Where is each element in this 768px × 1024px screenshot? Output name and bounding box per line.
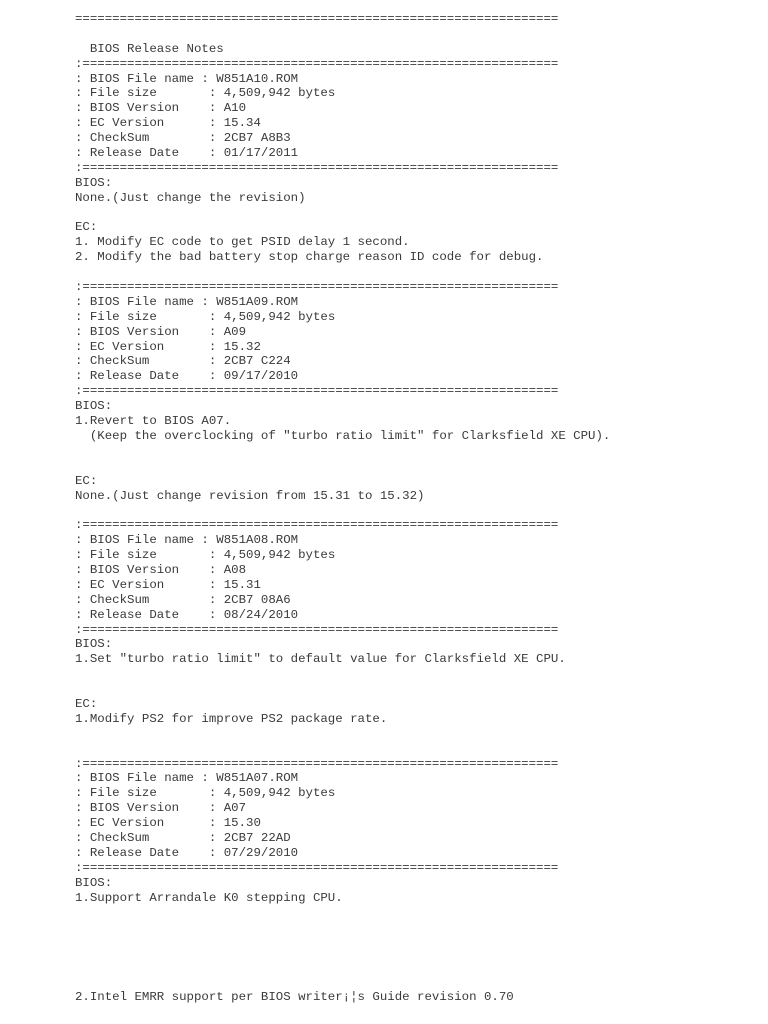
field-label: : Release Date :: [75, 146, 224, 161]
field-label: : CheckSum :: [75, 592, 224, 607]
bios-version-row: [75, 325, 768, 340]
field-value: 4,509,942 bytes: [223, 86, 336, 101]
field-value: 15.30: [223, 816, 261, 831]
field-label: : EC Version :: [75, 816, 224, 831]
release-a10: [75, 57, 768, 280]
field-value: W851A07.ROM: [216, 771, 299, 786]
field-value: W851A08.ROM: [216, 533, 299, 548]
field-value: 4,509,942 bytes: [223, 309, 336, 324]
file-name-row: [75, 533, 768, 548]
checksum-row: [75, 354, 768, 369]
field-label: : BIOS Version :: [75, 101, 224, 116]
field-label: : File size :: [75, 309, 224, 324]
file-name-row: [75, 72, 768, 87]
box-divider: :================================================================: [75, 384, 559, 399]
field-value: 08/24/2010: [223, 607, 299, 622]
release-date-row: [75, 846, 768, 861]
field-value: 2CB7 08A6: [223, 592, 291, 607]
field-value: A08: [223, 562, 247, 577]
ec-version-row: [75, 816, 768, 831]
bios-note: 2.Intel EMRR support per BIOS writer¡¦s Guide revision 0.70: [75, 990, 514, 1005]
field-label: : File size :: [75, 786, 224, 801]
file-name-row: [75, 771, 768, 786]
bios-heading: BIOS:: [75, 637, 113, 652]
field-value: A10: [223, 101, 247, 116]
field-value: 15.34: [223, 116, 261, 131]
file-size-row: [75, 310, 768, 325]
field-label: : Release Date :: [75, 845, 224, 860]
field-label: : File size :: [75, 548, 224, 563]
field-label: : EC Version :: [75, 116, 224, 131]
bios-heading: BIOS:: [75, 175, 113, 190]
bios-heading: BIOS:: [75, 875, 113, 890]
ec-note: 1. Modify EC code to get PSID delay 1 second.: [75, 235, 410, 250]
ec-heading: EC:: [75, 473, 98, 488]
box-divider: :================================================================: [75, 756, 559, 771]
release-notes-document: [75, 12, 768, 1005]
bios-note: 1.Set "turbo ratio limit" to default value for Clarksfield XE CPU.: [75, 652, 566, 667]
ec-note: None.(Just change revision from 15.31 to 15.32): [75, 488, 425, 503]
bios-version-row: [75, 563, 768, 578]
field-value: W851A10.ROM: [216, 71, 299, 86]
release-a07: [75, 757, 768, 1006]
box-divider: :================================================================: [75, 160, 559, 175]
ec-version-row: [75, 578, 768, 593]
field-value: 2CB7 A8B3: [223, 131, 291, 146]
field-label: : BIOS Version :: [75, 562, 224, 577]
field-label: : EC Version :: [75, 577, 224, 592]
checksum-row: [75, 831, 768, 846]
box-divider: :================================================================: [75, 280, 559, 295]
field-label: : BIOS File name :: [75, 533, 217, 548]
checksum-row: [75, 593, 768, 608]
bios-version-row: [75, 801, 768, 816]
file-size-row: [75, 548, 768, 563]
ec-heading: EC:: [75, 697, 98, 711]
box-divider: :================================================================: [75, 518, 559, 533]
file-size-row: [75, 86, 768, 101]
field-value: 4,509,942 bytes: [223, 786, 336, 801]
field-label: : CheckSum :: [75, 131, 224, 146]
field-value: 2CB7 C224: [223, 354, 291, 369]
bios-heading: BIOS:: [75, 399, 113, 414]
release-date-row: [75, 608, 768, 623]
field-value: A09: [223, 324, 247, 339]
release-date-row: [75, 369, 768, 384]
field-value: 4,509,942 bytes: [223, 548, 336, 563]
box-divider: :================================================================: [75, 622, 559, 637]
field-label: : CheckSum :: [75, 831, 224, 846]
ec-note: 2. Modify the bad battery stop charge reason ID code for debug.: [75, 250, 544, 265]
field-label: : File size :: [75, 86, 224, 101]
document-title: BIOS Release Notes: [75, 41, 224, 56]
field-value: W851A09.ROM: [216, 294, 299, 309]
bios-note: (Keep the overclocking of "turbo ratio limit" for Clarksfield XE CPU).: [75, 428, 611, 443]
bios-note: 1.Support Arrandale K0 stepping CPU.: [75, 890, 343, 905]
bios-note: None.(Just change the revision): [75, 190, 306, 205]
top-divider: =================================================================: [75, 12, 559, 26]
ec-note: 1.Modify PS2 for improve PS2 package rate.: [75, 711, 388, 726]
ec-version-row: [75, 340, 768, 355]
ec-heading: EC:: [75, 220, 98, 235]
field-value: A07: [223, 801, 247, 816]
field-value: 01/17/2011: [223, 146, 299, 161]
release-date-row: [75, 146, 768, 161]
field-label: : BIOS File name :: [75, 294, 217, 309]
field-label: : EC Version :: [75, 339, 224, 354]
file-name-row: [75, 295, 768, 310]
field-label: : BIOS Version :: [75, 801, 224, 816]
field-label: : BIOS File name :: [75, 71, 217, 86]
release-a09: [75, 280, 768, 518]
field-value: 09/17/2010: [223, 369, 299, 384]
ec-version-row: [75, 116, 768, 131]
field-label: : CheckSum :: [75, 354, 224, 369]
field-value: 15.32: [223, 339, 261, 354]
checksum-row: [75, 131, 768, 146]
release-a08: [75, 518, 768, 756]
bios-note: 1.Revert to BIOS A07.: [75, 414, 232, 429]
field-label: : Release Date :: [75, 607, 224, 622]
box-divider: :================================================================: [75, 56, 559, 71]
field-label: : BIOS Version :: [75, 324, 224, 339]
field-value: 2CB7 22AD: [223, 831, 291, 846]
field-label: : BIOS File name :: [75, 771, 217, 786]
box-divider: :================================================================: [75, 860, 559, 875]
file-size-row: [75, 786, 768, 801]
field-label: : Release Date :: [75, 369, 224, 384]
field-value: 15.31: [223, 577, 261, 592]
bios-version-row: [75, 101, 768, 116]
field-value: 07/29/2010: [223, 845, 299, 860]
